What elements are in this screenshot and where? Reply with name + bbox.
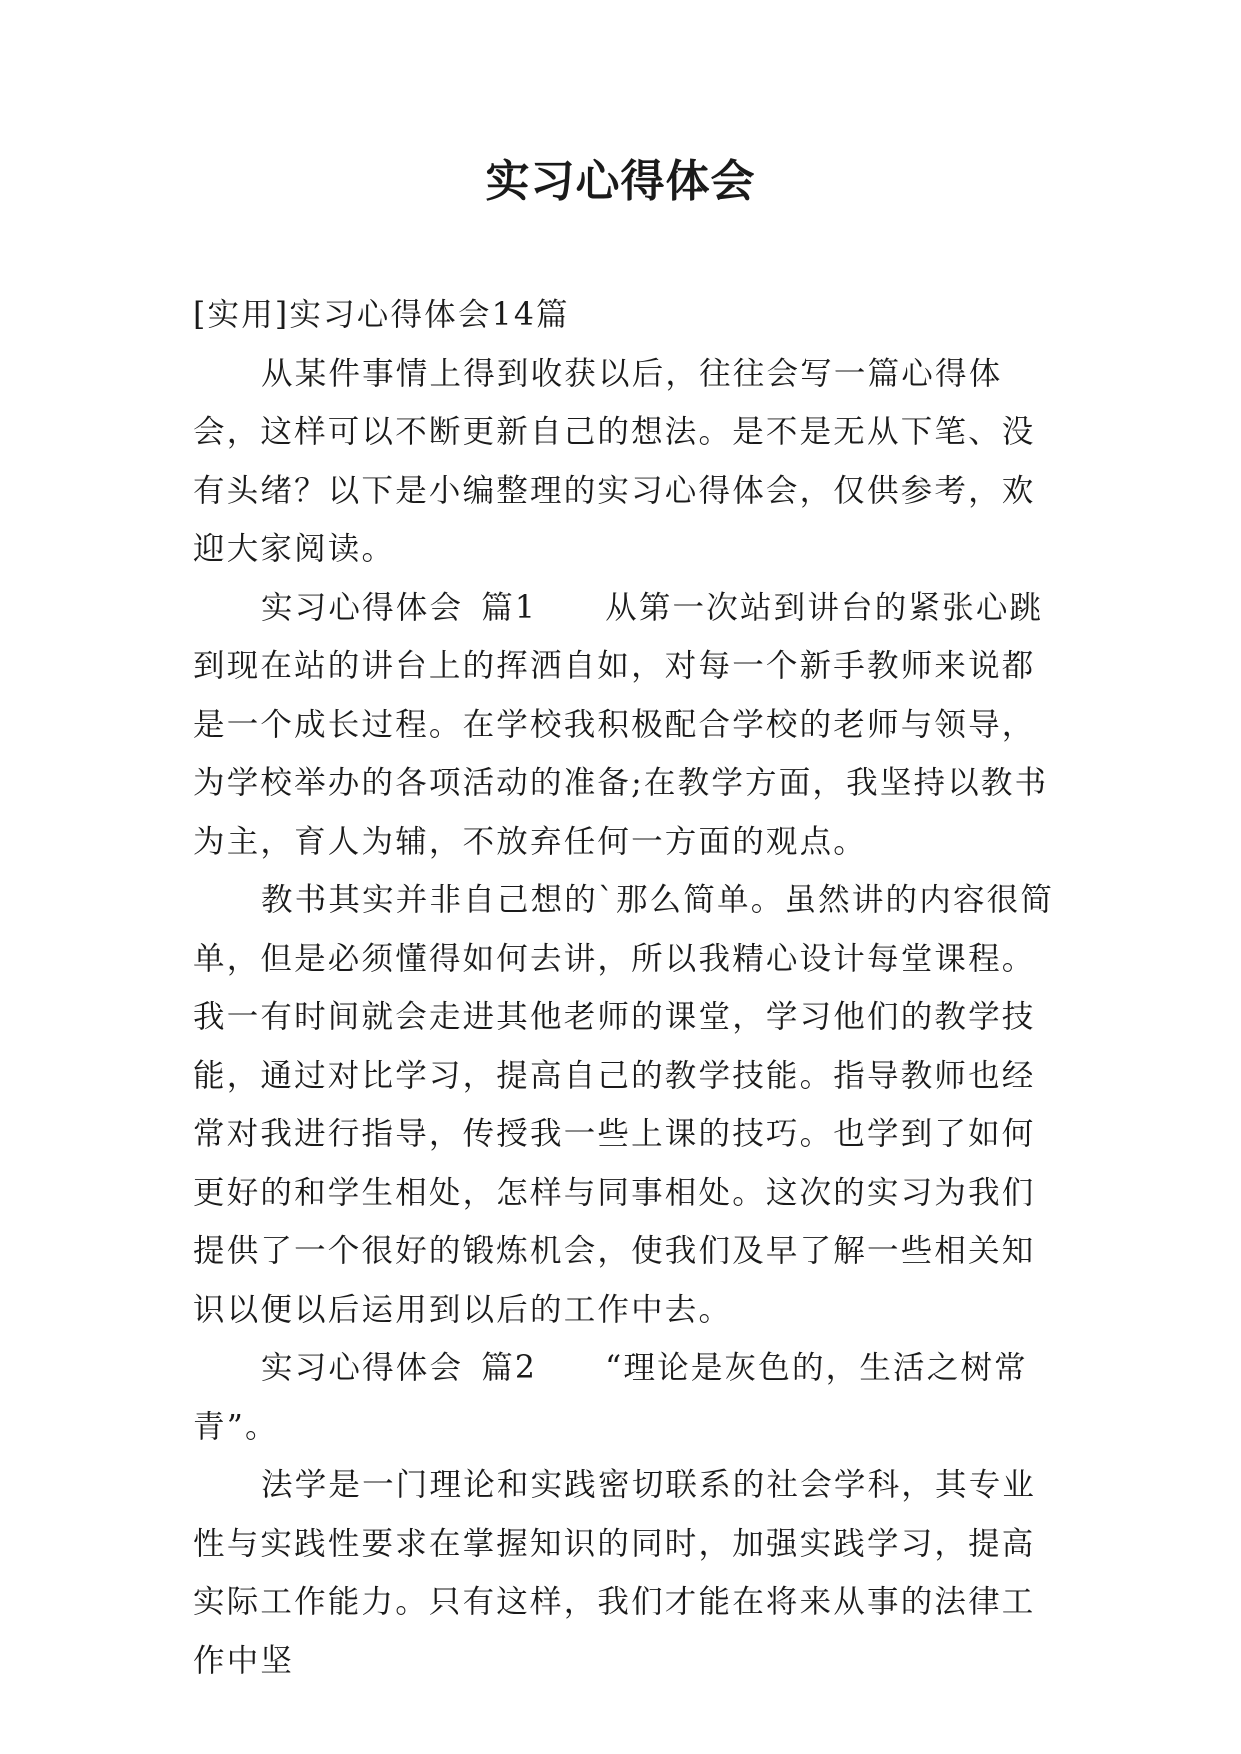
- section-1-lead-paragraph: [193, 579, 1055, 872]
- section-1-heading-prefix: 实习心得体会: [261, 589, 464, 626]
- page-title: 实习心得体会: [485, 156, 756, 207]
- section-2-heading-prefix: 实习心得体会: [261, 1350, 464, 1386]
- document-body: [193, 286, 1055, 1690]
- section-1-paragraph: 教书其实并非自己想的`那么简单。虽然讲的内容很简单，但是必须懂得如何去讲，所以我精心设计每堂课程。我一有时间就会走进其他老师的课堂，学习他们的教学技能，通过对比学习，提高自己的教学技能。指导教师也经常对我进行指导，传授我一些上课的技巧。也学到了如何更好的和学生相处，怎样与同事相处。这次的实习为我们提供了一个很好的锻炼机会，使我们及早了解一些相关知识以便以后运用到以后的工作中去。: [193, 882, 1055, 1328]
- section-1-heading-number: 篇1: [481, 589, 538, 626]
- section-2-lead-text: “理论是灰色的，生活之树常青”。: [193, 1350, 1028, 1445]
- intro-paragraph: 从某件事情上得到收获以后，往往会写一篇心得体会，这样可以不断更新自己的想法。是不是无从下笔、没有头绪？以下是小编整理的实习心得体会，仅供参考，欢迎大家阅读。: [193, 355, 1036, 567]
- section-1-lead-text: 从第一次站到讲台的紧张心跳到现在站的讲台上的挥洒自如，对每一个新手教师来说都是一个成长过程。在学校我积极配合学校的老师与领导，为学校举办的各项活动的准备;在教学方面，我坚持以教书为主，育人为辅，不放弃任何一方面的观点。: [193, 589, 1049, 860]
- section-2-heading-number: 篇2: [481, 1350, 538, 1386]
- section-2-paragraph: 法学是一门理论和实践密切联系的社会学科，其专业性与实践性要求在掌握知识的同时，加强实践学习，提高实际工作能力。只有这样，我们才能在将来从事的法律工作中坚: [193, 1467, 1037, 1679]
- section-2-lead-paragraph: [193, 1339, 1055, 1456]
- document-subtitle: [实用]实习心得体会14篇: [193, 297, 570, 333]
